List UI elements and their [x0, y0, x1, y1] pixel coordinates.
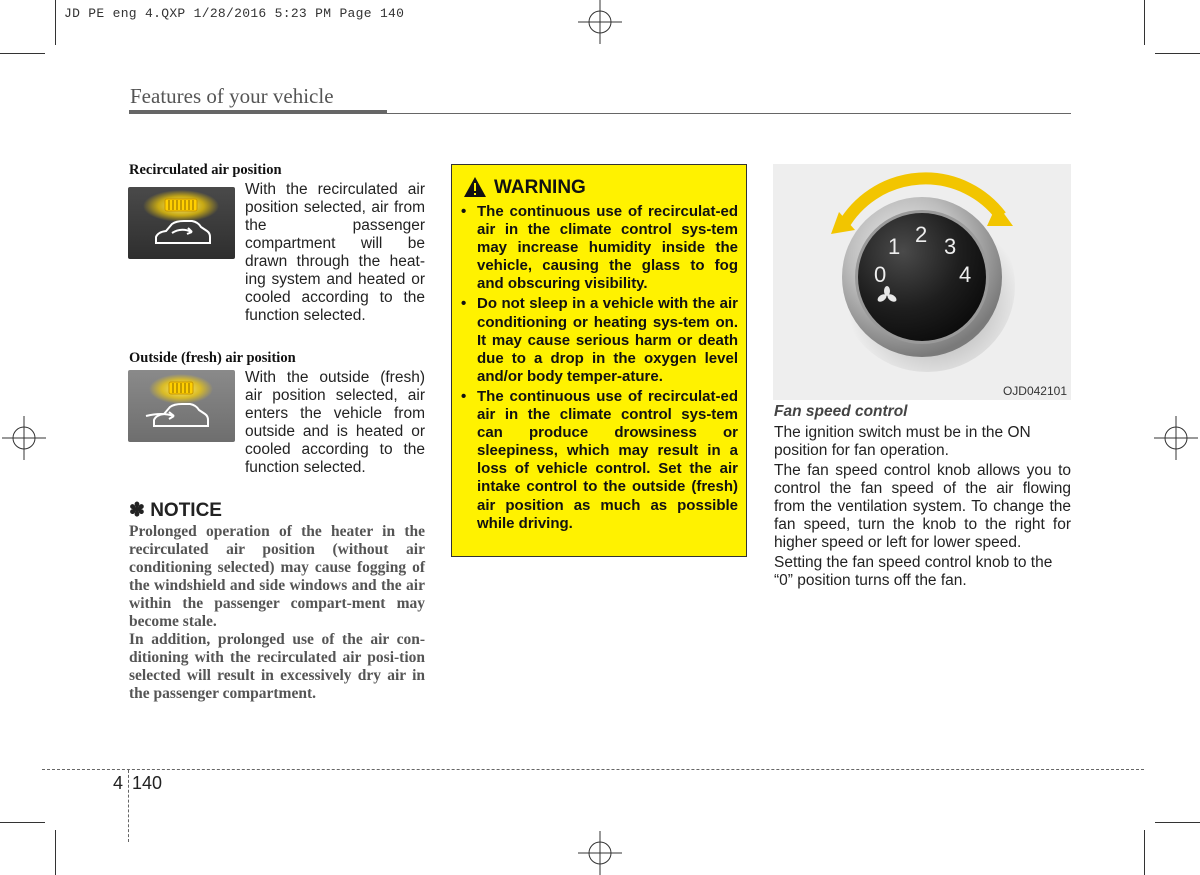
outside-heading: Outside (fresh) air position — [129, 350, 296, 366]
fan-speed-knob-illustration — [773, 164, 1071, 400]
registration-mark-icon — [2, 416, 46, 460]
outside-air-button-image — [128, 370, 235, 442]
warning-box — [451, 164, 747, 557]
section-title: Features of your vehicle — [130, 84, 334, 108]
dial-label-1: 1 — [888, 234, 901, 259]
crop-mark — [1155, 53, 1200, 54]
car-recirculate-icon — [128, 187, 235, 259]
crop-mark — [1144, 830, 1145, 875]
dial-label-3: 3 — [944, 234, 957, 259]
crop-mark — [0, 53, 45, 54]
car-fresh-air-icon — [128, 370, 235, 442]
outside-text: With the outside (fresh) air position selected, air enters the vehicle from outside and is heated or cooled according to the function selected. — [245, 369, 425, 476]
fan-caption: Fan speed control — [774, 403, 908, 420]
recirculated-text: With the recirculated air position selected, air from the passenger compartment will be drawn through the heat-ing system and heated or cooled according to the function selected. — [245, 181, 425, 324]
dial-label-4: 4 — [959, 262, 972, 287]
warning-item: • Do not sleep in a vehicle with the air conditioning or heating sys-tem on. It may cause serious harm or death due to a drop in the oxygen level and/or body temper-ature. — [452, 295, 738, 385]
header-rule-thin — [387, 113, 1071, 114]
fan-paragraph: The ignition switch must be in the ON position for fan operation. — [774, 424, 1031, 459]
footer-dashed-rule — [42, 769, 1144, 770]
fan-paragraph: The fan speed control knob allows you to control the fan speed of the air flowing from the ventilation system. To change the fan speed, turn the knob to the right for higher speed or left for lower speed. — [774, 462, 1071, 551]
header-rule-thick — [129, 110, 387, 114]
footer-dashed-divider — [128, 770, 129, 842]
slug-line: JD PE eng 4.QXP 1/28/2016 5:23 PM Page 140 — [64, 6, 405, 21]
crop-mark — [55, 830, 56, 875]
registration-mark-icon — [578, 831, 622, 875]
crop-mark — [1144, 0, 1145, 45]
notice-paragraph: Prolonged operation of the heater in the recirculated air position (without air conditioning selected) may cause fogging of the windshield and side windows and the air within the passenger compart-ment may become stale. — [129, 523, 425, 630]
warning-list — [452, 203, 738, 535]
warning-triangle-icon — [463, 176, 487, 198]
recirculated-button-image — [128, 187, 235, 259]
dial-label-0: 0 — [874, 262, 887, 287]
image-code: OJD042101 — [1002, 384, 1067, 398]
notice-title: ✽ NOTICE — [129, 500, 222, 521]
warning-item: • The continuous use of recirculat-ed air in the climate control sys-tem may increase humidity inside the vehicle, causing the glass to fog and obscuring visibility. — [452, 203, 738, 293]
chapter-number: 4 — [113, 773, 124, 793]
warning-item: • The continuous use of recirculat-ed air in the climate control sys-tem can produce drowsiness or sleepiness, which may result in a loss of vehicle control. Set the air intake control to the outside (fresh) air position as much as possible while driving. — [452, 388, 738, 533]
warning-title: WARNING — [494, 177, 586, 198]
fan-paragraph: Setting the fan speed control knob to the “0” position turns off the fan. — [774, 554, 1053, 589]
registration-mark-icon — [578, 0, 622, 44]
crop-mark — [0, 822, 45, 823]
notice-paragraph: In addition, prolonged use of the air con-ditioning with the recirculated air posi-tion selected will result in excessively dry air in the passenger compartment. — [129, 631, 425, 702]
crop-mark — [1155, 822, 1200, 823]
fan-control-figure — [773, 164, 1071, 400]
registration-mark-icon — [1154, 416, 1198, 460]
page-number: 140 — [132, 773, 163, 793]
crop-mark — [55, 0, 56, 45]
dial-label-2: 2 — [915, 222, 928, 247]
recirculated-heading: Recirculated air position — [129, 162, 282, 178]
